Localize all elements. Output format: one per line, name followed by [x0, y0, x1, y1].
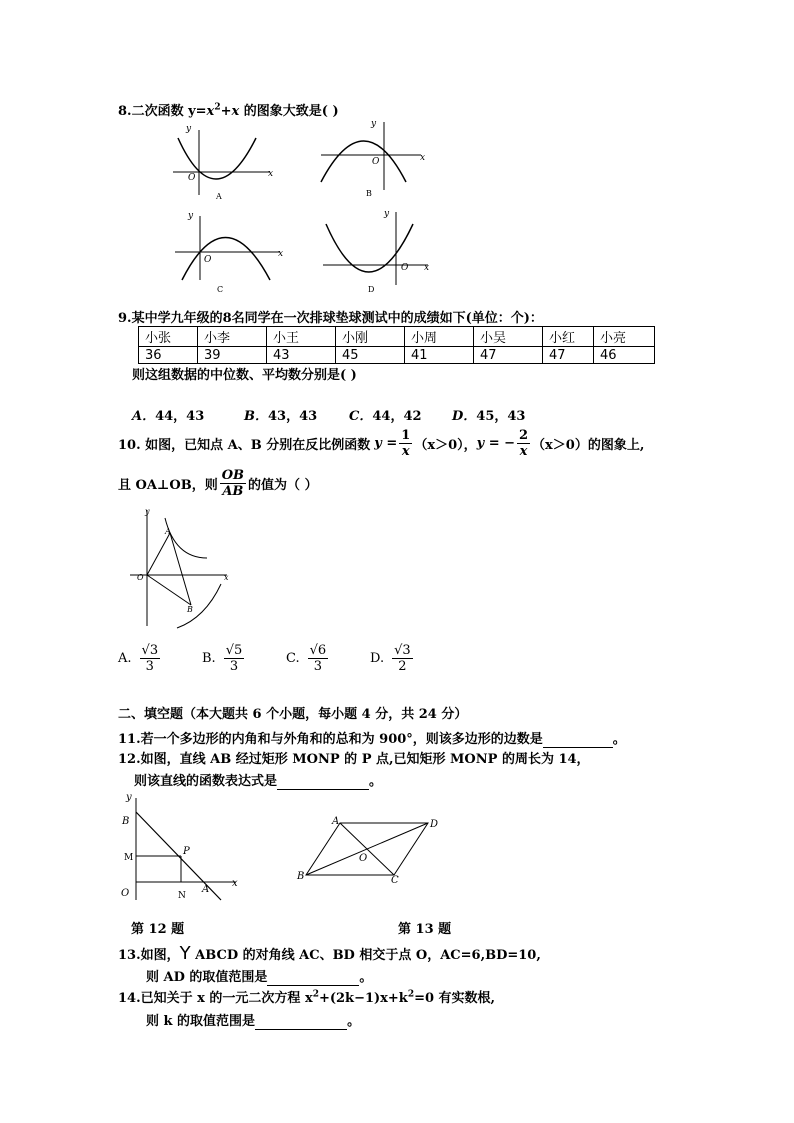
q9-option-c[interactable]: C．44，42 — [349, 409, 422, 424]
q12-answer-blank[interactable] — [277, 774, 369, 790]
svg-text:O: O — [359, 853, 368, 864]
q10-option-d[interactable]: D. $\frac{√3}{2}$ — [370, 643, 411, 674]
svg-text:B: B — [366, 189, 372, 198]
q13-figure — [292, 815, 442, 885]
svg-text:C: C — [391, 875, 399, 886]
q9-option-b[interactable]: B．43，43 — [244, 409, 318, 424]
q11-text: 11.若一个多边形的内角和与外角和的总和为 900°，则该多边形的边数是 。 — [118, 732, 626, 747]
table-cell: 41 — [405, 347, 474, 364]
table-cell: 小张 — [139, 327, 198, 347]
q9-option-a[interactable]: A．44，43 — [132, 409, 205, 424]
q10-option-a[interactable]: A. $\frac{√3}{3}$ — [118, 643, 159, 674]
table-cell: 47 — [543, 347, 594, 364]
q10-ratio-fraction: $\frac{OB}{AB}$ — [221, 468, 245, 499]
svg-text:x: x — [424, 263, 430, 273]
svg-text:A: A — [202, 884, 210, 895]
q8-graph-c — [170, 210, 290, 295]
q12-caption: 第 12 题 — [131, 922, 185, 937]
q13-caption: 第 13 题 — [398, 922, 452, 937]
table-cell: 39 — [198, 347, 267, 364]
q9-question: 则这组数据的中位数、平均数分别是( ) — [132, 368, 357, 383]
section2-heading: 二、填空题（本大题共 6 个小题，每小题 4 分，共 24 分） — [118, 707, 468, 722]
q9-score-table — [138, 326, 655, 364]
svg-text:O: O — [121, 888, 130, 899]
svg-text:x: x — [232, 878, 238, 889]
q12-figure — [116, 790, 246, 910]
table-cell: 小红 — [543, 327, 594, 347]
q14-line1: 14.已知关于 x 的一元二次方程 $x^2+(2k-1)x+k^2=0$ 有实数根, — [118, 989, 496, 1006]
q10-fraction-2: $\frac{2}{x}$ — [519, 428, 529, 459]
q13-answer-blank[interactable] — [267, 970, 359, 986]
q9-option-d[interactable]: D．45，43 — [452, 409, 526, 424]
svg-text:A: A — [165, 527, 171, 536]
table-row — [139, 347, 655, 364]
svg-text:y: y — [188, 211, 194, 221]
svg-text:O: O — [204, 255, 212, 265]
svg-text:O: O — [401, 263, 409, 273]
svg-text:D: D — [368, 285, 375, 294]
q9-stem: 9.某中学九年级的8名同学在一次排球垫球测试中的成绩如下(单位：个)： — [118, 311, 543, 326]
svg-text:B: B — [187, 605, 193, 614]
svg-text:x: x — [278, 249, 284, 259]
svg-text:M: M — [124, 853, 134, 863]
table-cell: 小周 — [405, 327, 474, 347]
q14-answer-blank[interactable] — [255, 1014, 347, 1030]
q8-graph-d — [318, 210, 438, 295]
table-cell: 36 — [139, 347, 198, 364]
svg-text:y: y — [384, 209, 390, 219]
table-cell: 45 — [336, 347, 405, 364]
svg-text:D: D — [430, 819, 439, 830]
svg-text:y: y — [145, 507, 150, 516]
svg-text:B: B — [297, 871, 305, 882]
table-cell: 小吴 — [474, 327, 543, 347]
q10-fraction-1: $\frac{1}{x}$ — [401, 428, 411, 459]
q14-line2: 则 k 的取值范围是 。 — [146, 1014, 361, 1029]
table-cell: 43 — [267, 347, 336, 364]
svg-text:B: B — [122, 816, 130, 827]
table-cell: 46 — [594, 347, 655, 364]
q12-line2: 则该直线的函数表达式是 。 — [134, 774, 383, 789]
svg-text:A: A — [332, 816, 340, 827]
svg-text:O: O — [188, 173, 196, 183]
table-cell: 小刚 — [336, 327, 405, 347]
table-cell: 小亮 — [594, 327, 655, 347]
q13-line2: 则 AD 的取值范围是 。 — [146, 970, 373, 985]
table-cell: 小李 — [198, 327, 267, 347]
q10-option-b[interactable]: B. $\frac{√5}{3}$ — [202, 643, 243, 674]
q8-graph-a — [168, 120, 283, 210]
table-cell: 小王 — [267, 327, 336, 347]
q8-graph-b — [316, 120, 436, 200]
svg-text:O: O — [372, 157, 380, 167]
q11-answer-blank[interactable] — [543, 732, 613, 748]
svg-text:x: x — [224, 573, 229, 582]
svg-text:N: N — [178, 891, 186, 901]
q12-line1: 12.如图，直线 AB 经过矩形 MONP 的 P 点,已知矩形 MONP 的周长为 14， — [118, 752, 590, 767]
table-cell: 47 — [474, 347, 543, 364]
svg-text:x: x — [420, 153, 426, 163]
svg-text:y: y — [126, 792, 132, 803]
q13-line1: 13.如图，Y ABCD 的对角线 AC、BD 相交于点 O，AC=6,BD=10, — [118, 943, 541, 964]
svg-text:C: C — [217, 285, 224, 294]
parallelogram-symbol: Y — [179, 943, 191, 964]
svg-text:y: y — [371, 119, 377, 129]
q10-option-c[interactable]: C. $\frac{√6}{3}$ — [286, 643, 327, 674]
svg-text:P: P — [183, 846, 190, 857]
q8-stem: 8.二次函数 $y=x^2+x$ 的图象大致是( ) — [118, 102, 339, 119]
q10-stem-line1: 10. 如图，已知点 A、B 分别在反比例函数 y = $\frac{1}{x}$ （x＞0）， y = − $\frac{2}{x}$ （x＞0）的图象上, — [118, 428, 645, 459]
svg-text:y: y — [186, 124, 192, 134]
q10-graph — [125, 508, 235, 633]
svg-text:x: x — [268, 169, 274, 179]
q10-stem-line2: 且 OA⊥OB，则 $\frac{OB}{AB}$ 的值为（ ） — [118, 468, 318, 499]
svg-text:A: A — [216, 192, 222, 201]
svg-text:O: O — [137, 573, 144, 582]
table-row — [139, 327, 655, 347]
